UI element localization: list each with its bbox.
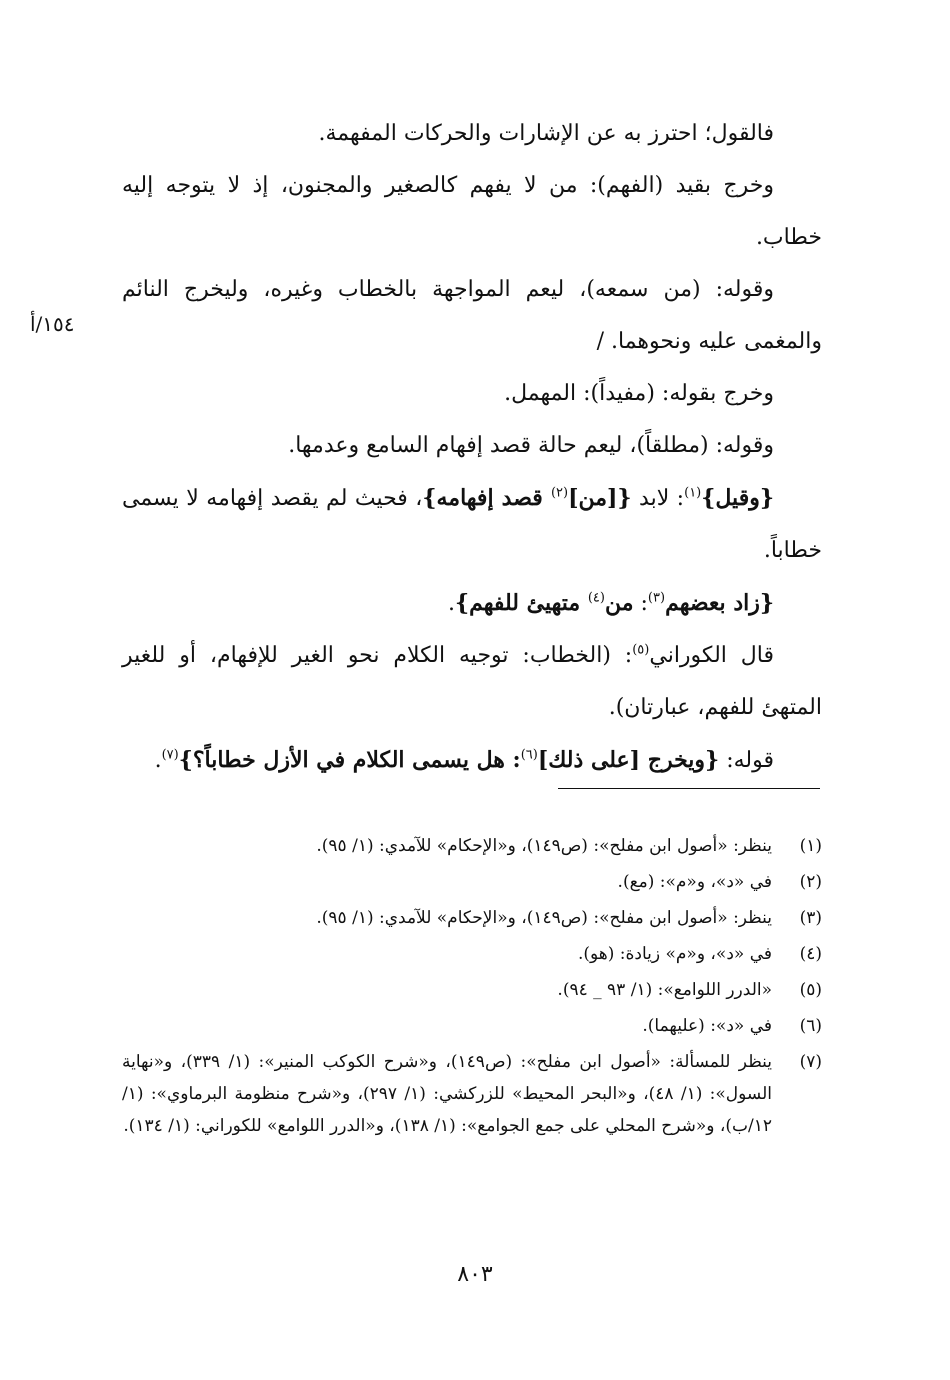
footnote-ref: (٤)	[587, 590, 605, 606]
paragraph-7	[122, 577, 822, 630]
footnote-number: (٧)	[799, 1052, 822, 1072]
footnote-text: ينظر: «أصول ابن مفلح»: (ص١٤٩)، و«الإحكام» للآمدي: (١/ ٩٥).	[316, 908, 772, 928]
footnote-ref: (٥)	[632, 642, 650, 658]
footnote-text: ينظر: «أصول ابن مفلح»: (ص١٤٩)، و«الإحكام» للآمدي: (١/ ٩٥).	[316, 836, 772, 856]
text-span: .	[447, 591, 455, 616]
footnote-item	[122, 866, 822, 898]
footnote-text: في «د»، و«م»: (مع).	[617, 872, 772, 892]
text-span: قوله:	[719, 748, 774, 773]
quoted-text: {زاد بعضهم	[665, 590, 774, 616]
footnote-item	[122, 902, 822, 934]
text-span: : (الخطاب: توجيه الكلام نحو الغير للإفهام، أو للغير المتهئ للفهم، عبارتان).	[122, 643, 822, 720]
footnote-number: (٢)	[799, 872, 822, 892]
footnotes	[122, 830, 822, 1146]
text-span: ، فحيث لم يقصد إفهامه لا يسمى خطاباً.	[122, 486, 822, 563]
footnote-number: (٤)	[799, 944, 822, 964]
footnote-number: (٦)	[799, 1016, 822, 1036]
quoted-text: متهيئ للفهم}	[454, 590, 588, 616]
footnote-item	[122, 938, 822, 970]
paragraph-2: وخرج بقيد (الفهم): من لا يفهم كالصغير والمجنون، إذ لا يتوجه إليه خطاب.	[122, 173, 822, 250]
paragraph-5: وقوله: (مطلقاً)، ليعم حالة قصد إفهام السامع وعدمها.	[288, 433, 774, 458]
footnote-text: ينظر للمسألة: «أصول ابن مفلح»: (ص١٤٩)، و«شرح الكوكب المنير»: (١/ ٣٣٩)، و«نهاية السول»: (١/ ٤٨)، و«البحر المحيط» للزركشي: (١/ ٢٩٧)، و«شرح منظومة البرماوي»: (١/ ١٢/ب)، و«شرح المحلي على جمع الجوامع»: (١/ ١٣٨)، و«الدرر اللوامع» للكوراني: (١/ ١٣٤).	[122, 1052, 772, 1136]
quoted-text: {ويخرج [على ذلك]	[537, 747, 720, 773]
footnote-text: في «د»، و«م» زيادة: (هو).	[577, 944, 772, 964]
footnote-item	[122, 830, 822, 862]
quoted-text: : هل يسمى الكلام في الأزل خطاباً؟}	[178, 747, 521, 773]
footnote-number: (٥)	[799, 980, 822, 1000]
paragraph-6	[122, 472, 822, 577]
footnote-ref: (٦)	[520, 747, 538, 763]
footnote-item	[122, 1046, 822, 1142]
quoted-text: {وقيل}	[701, 485, 774, 511]
text-span: قال الكوراني	[649, 643, 774, 668]
footnote-number: (٣)	[799, 908, 822, 928]
paragraph-4: وخرج بقوله: (مفيداً): المهمل.	[504, 381, 774, 406]
footnote-item	[122, 1010, 822, 1042]
quoted-text: من	[604, 590, 634, 616]
paragraph-9	[122, 734, 822, 787]
footnote-ref: (٧)	[161, 747, 179, 763]
text-span: : لابد	[631, 486, 685, 511]
footnote-text: «الدرر اللوامع»: (١/ ٩٣ _ ٩٤).	[557, 980, 772, 1000]
quoted-text: قصد إفهامه}	[422, 485, 551, 511]
footnote-item	[122, 974, 822, 1006]
footnote-divider	[558, 788, 820, 789]
footnote-ref: (٣)	[647, 590, 666, 606]
footnote-text: في «د»: (عليهما).	[642, 1016, 772, 1036]
page-number: ٨٠٣	[457, 1262, 493, 1287]
quoted-text: {[من]	[568, 485, 632, 511]
text-span: :	[633, 591, 648, 616]
footnote-number: (١)	[799, 836, 822, 856]
paragraph-1: فالقول؛ احترز به عن الإشارات والحركات المفهمة.	[318, 121, 774, 146]
folio-marker: ١٥٤/أ	[30, 312, 75, 336]
main-text	[122, 108, 822, 787]
paragraph-3: وقوله: (من سمعه)، ليعم المواجهة بالخطاب وغيره، وليخرج النائم والمغمى عليه ونحوهما. /	[122, 277, 822, 354]
text-span: .	[154, 748, 162, 773]
footnote-ref: (١)	[684, 485, 702, 501]
paragraph-8	[122, 630, 822, 734]
footnote-ref: (٢)	[550, 485, 569, 501]
